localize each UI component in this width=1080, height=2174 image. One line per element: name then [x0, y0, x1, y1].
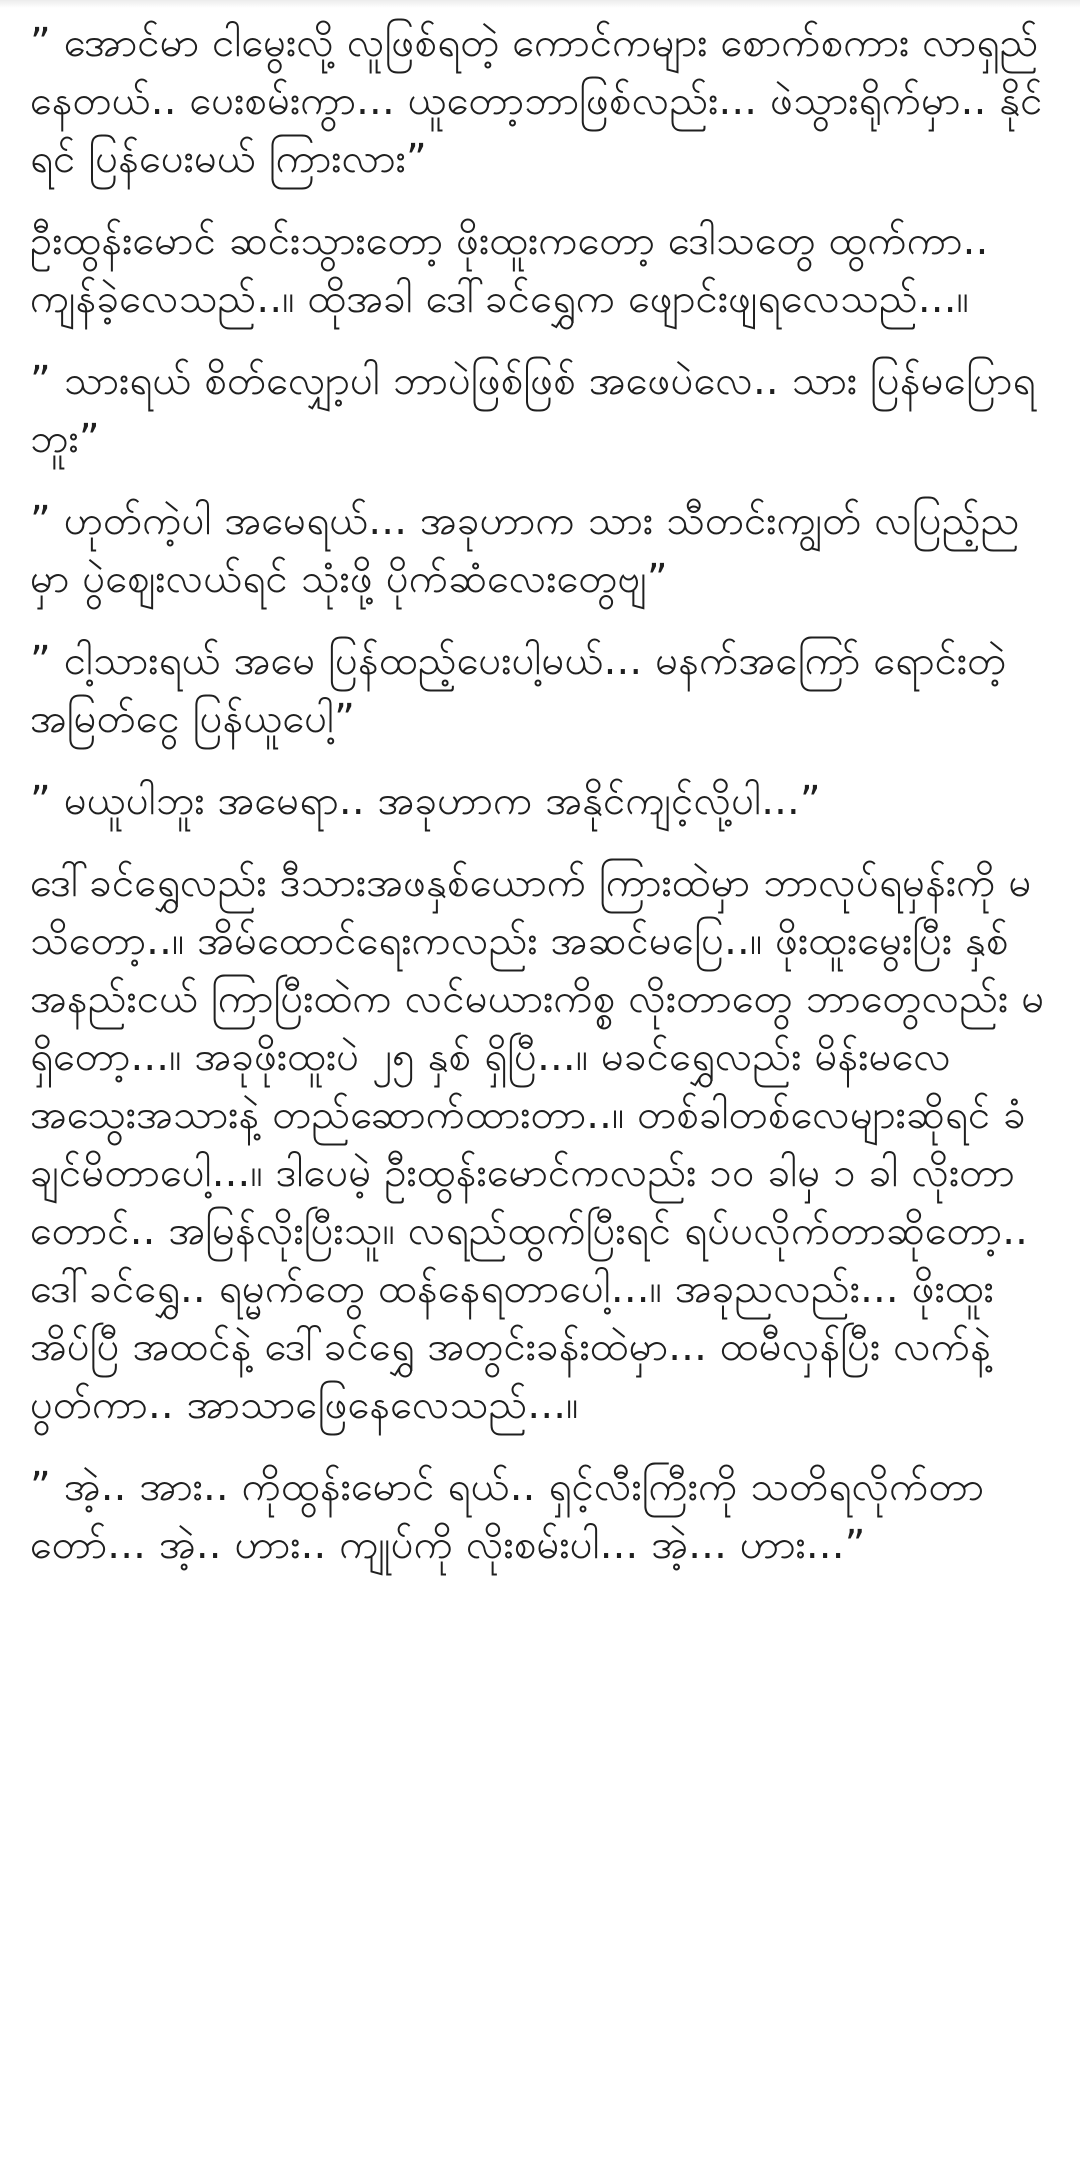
story-paragraph-5: ” ငါ့သားရယ် အမေ ပြန်ထည့်ပေးပါ့မယ်... မနက်အကြော် ရောင်းတဲ့ အမြတ်ငွေ ပြန်ယူပေါ့”	[30, 638, 1007, 742]
story-paragraph-6: ” မယူပါဘူး အမေရာ.. အခုဟာက အနိုင်ကျင့်လို့ပါ...”	[30, 778, 821, 824]
story-paragraph-7: ဒေါ်ခင်ရွှေလည်း ဒီသားအဖနှစ်ယောက် ကြားထဲမှာ ဘာလုပ်ရမှန်းကို မသိတော့..။ အိမ်ထောင်ရေးကလည်း အဆင်မပြေ..။ ဖိုးထူးမွေးပြီး နှစ်အနည်းငယ် ကြာပြီးထဲက လင်မယားကိစ္စ လိုးတာတွေ ဘာတွေလည်း မရှိတော့...။ အခုဖိုးထူးပဲ ၂၅ နှစ် ရှိပြီ...။ မခင်ရွှေလည်း မိန်းမလေ အသွေးအသားနဲ့ တည်ဆောက်ထားတာ..။ တစ်ခါတစ်လေများဆိုရင် ခံချင်မိတာပေါ့...။ ဒါပေမဲ့ ဦးထွန်းမောင်ကလည်း ၁၀ ခါမှ ၁ ခါ လိုးတာတောင်.. အမြန်လိုးပြီးသူ။ လရည်ထွက်ပြီးရင် ရပ်ပလိုက်တာဆိုတော့.. ဒေါ်ခင်ရွှေ.. ရမ္မက်တွေ ထန်နေရတာပေါ့...။ အခုညလည်း... ဖိုးထူး အိပ်ပြီ အထင်နဲ့ ဒေါ်ခင်ရွှေ အတွင်းခန်းထဲမှာ... ထမီလှန်ပြီး လက်နဲ့ပွတ်ကာ.. အာသာဖြေနေလေသည်...။	[30, 860, 1045, 1428]
story-paragraph-4: ” ဟုတ်ကဲ့ပါ အမေရယ်... အခုဟာက သား သီတင်းကျွတ် လပြည့်ညမှာ ပွဲဈေးလယ်ရင် သုံးဖို့ ပိုက်ဆံလေးတွေဗျ”	[30, 498, 1020, 602]
story-paragraph-2: ဦးထွန်းမောင် ဆင်းသွားတော့ ဖိုးထူးကတော့ ဒေါသတွေ ထွက်ကာ.. ကျန်ခဲ့လေသည်..။ ထိုအခါ ဒေါ်ခင်ရွှေက ဖျောင်းဖျရလေသည်...။	[30, 218, 989, 322]
story-paragraph-1: ” အောင်မာ ငါမွေးလို့ လူဖြစ်ရတဲ့ ကောင်ကများ စောက်စကား လာရှည်နေတယ်.. ပေးစမ်းကွာ... ယူတော့ဘာဖြစ်လည်း... ဖဲသွားရိုက်မှာ.. နိုင်ရင် ပြန်ပေးမယ် ကြားလား”	[30, 20, 1043, 182]
story-paragraph-8: ” အဲ့.. အား.. ကိုထွန်းမောင် ရယ်.. ရှင့်လီးကြီးကို သတိရလိုက်တာတော်... အဲ့.. ဟား.. ကျုပ်ကို လိုးစမ်းပါ... အဲ့... ဟား...”	[30, 1464, 985, 1568]
story-paragraph-3: ” သားရယ် စိတ်လျှော့ပါ ဘာပဲဖြစ်ဖြစ် အဖေပဲလေ.. သား ပြန်မပြောရဘူး”	[30, 358, 1036, 462]
